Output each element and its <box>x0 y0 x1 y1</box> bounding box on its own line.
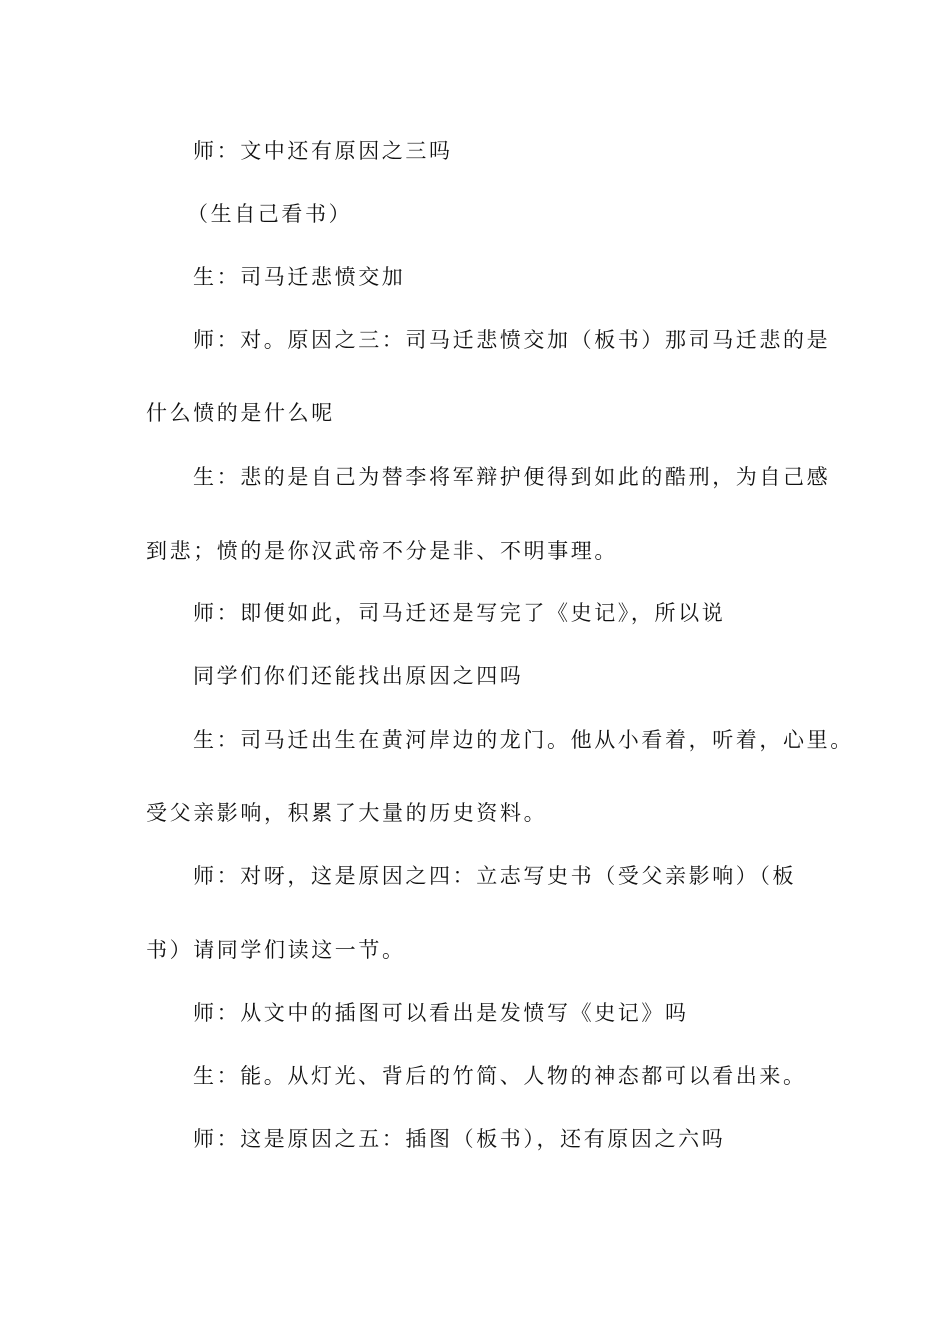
paragraph-line-11: 受父亲影响，积累了大量的历史资料。 <box>146 801 548 825</box>
paragraph-line-2: （生自己看书） <box>187 202 353 226</box>
paragraph-line-12: 师：对呀，这是原因之四：立志写史书（受父亲影响）（板 <box>193 864 797 888</box>
paragraph-line-3: 生：司马迁悲愤交加 <box>193 265 406 289</box>
paragraph-line-7: 到悲；愤的是你汉武帝不分是非、不明事理。 <box>146 539 618 563</box>
paragraph-line-9: 同学们你们还能找出原因之四吗 <box>193 664 524 688</box>
paragraph-line-13: 书）请同学们读这一节。 <box>146 938 406 962</box>
paragraph-line-15: 生：能。从灯光、背后的竹简、人物的神态都可以看出来。 <box>193 1064 807 1088</box>
paragraph-line-10: 生：司马迁出生在黄河岸边的龙门。他从小看着，听着，心里。 <box>193 728 854 752</box>
paragraph-line-6: 生：悲的是自己为替李将军辩护便得到如此的酷刑，为自己感 <box>193 465 831 489</box>
paragraph-line-5: 什么愤的是什么呢 <box>146 401 335 425</box>
paragraph-line-8: 师：即便如此，司马迁还是写完了《史记》，所以说 <box>193 601 726 625</box>
paragraph-line-1: 师：文中还有原因之三吗 <box>193 139 453 163</box>
paragraph-line-4: 师：对。原因之三：司马迁悲愤交加（板书）那司马迁悲的是 <box>193 328 831 352</box>
paragraph-line-14: 师：从文中的插图可以看出是发愤写《史记》吗 <box>193 1001 689 1025</box>
paragraph-line-16: 师：这是原因之五：插图（板书），还有原因之六吗 <box>193 1127 726 1151</box>
